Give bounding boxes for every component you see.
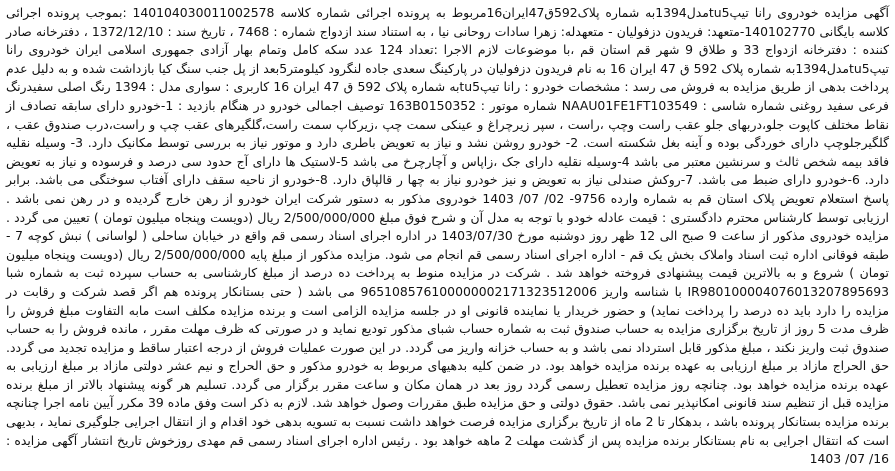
- auction-notice-text: آگهی مزایده خودروی رانا تیپtu5مدل1394به شماره پلاک592ق47ایران16مربوط به پرونده اجرائی شماره کلاسه 140104030011002578 :بموجب پرونده اجرائی کلاسه بایگانی 140102770-متعهد: فریدون دزفولیان - متعهدله: زهرا سادات روحانی نیا ، به استناد سند ازدواج شماره : 7468 ، تاریخ سند : 1372/12/10 ، دفترخانه صادر کننده : دفترخانه ازدواج 33 و طلاق 9 شهر قم استان قم ،با موضوعات لازم الاجرا :تعداد 124 عدد سکه کامل وتمام بهار آزادی جمهوری اسلامی ایران خودروی رانا تیپtu5مدل1394به شماره پلاک 592 ق 47 ایران 16 به نام فریدون دزفولیان در پارکینگ سعدی جاده لنگرود کیلومتر5بعد از پل جنب سنگ کیا بازداشت شده و به دلیل عدم پرداخت بدهی از طریق مزایده به فروش می رسد : مشخصات خودرو : رانا تیپtu5به شماره پلاک 592 ق 47 ایران 16 کاربری : سواری مدل : 1394 رنگ اصلی سفیدرنگ فرعی سفید روغنی شماره شاسی : NAAU01FE1FT103549 شماره موتور : 163B0150352 توصیف اجمالی خودرو در هنگام بازدید : 1-خودرو دارای سابقه تصادف از نقاط مختلف کاپوت جلو،دربهای جلو عقب راست وچپ ،راست ، سپر زیرچراغ و عینکی سمت چپ ،زیرکاپ سمت راست،گلگیرهای عقب چپ و راست،درب صندوق عقب ، گلگیرجلوچپ دارای خوردگی بوده و آینه بغل شکسته است. 2- خودرو روشن نشد و نیاز به تعویض باطری دارد و موتور نیاز به بررسی توسط مکانیک دارد. 3- وسیله نقلیه فاقد بیمه شخص ثالث و سرنشین معتبر می باشد 4-وسیله نقلیه دارای جک ،زاپاس و آچارچرخ می باشد 5-لاستیک ها دارای آج حدود سی درصد و فرسوده و نیاز به تعویض دارد. 6-خودرو دارای ضبط می باشد. 7-روکش صندلی نیاز به تعویض و نیز خودرو نیاز به چها ر قالپاق دارد. 8-خودرو از ناحیه سقف دارای آفتاب سوختگی می باشد. برابر پاسخ استعلام تعویض پلاک استان قم به شماره وارده 9756- 02/ 07/ 1403 خودروی مذکور به دستور شرکت ایران خودرو از رهن خارج گردیده و در رهن نمی باشد . ارزیابی توسط کارشناس محترم دادگستری : قیمت عادله خودو با توجه به مدل آن و شرح فوق مبلغ 2/500/000/000 ریال (دویست وپنجاه میلیون تومان ) تعیین می گردد . مزایده خودروی مذکور از ساعت 9 صبح الی 12 ظهر روز دوشنبه مورخ 1403/07/30 در اداره اجرای اسناد رسمی قم واقع در خیابان ساحلی ( لواسانی ) نبش کوچه 7 - طبقه فوقانی اداره ثبت اسناد واملاک بخش یک قم - اداره اجرای اسناد رسمی قم انجام می شود. مزایده مذکور از مبلغ پایه 2/500/000/000 ریال (دویست وپنجاه میلیون تومان ) شروع و به بالاترین قیمت پیشنهادی فروخته خواهد شد . شرکت در مزایده منوط به پرداخت ده درصد از مبلغ کارشناسی به حساب سپرده ثبت به شماره شبا IR980100004076013207895693 با شناسه واریز 965108576100000002171323512006 می باشد ( حتی بستانکار پرونده هم اگر قصد شرکت و رقابت در مزایده را دارد باید ده درصد را پرداخت نماید) و حضور خریدار یا نماینده قانونی او در جلسه مزایده الزامی است و برنده مزایده مکلف است مابه التفاوت مبلغ فروش را ظرف مدت 5 روز از تاریخ برگزاری مزایده به حساب صندوق ثبت به شماره حساب شبای مذکور تودیع نماید و در صورتی که ظرف مهلت مقرر ، مانده فروش را به حساب صندوق ثبت واریز نکند ، مبلغ مذکور قابل استرداد نمی باشد و به حساب خزانه واریز می گردد. در این صورت عملیات فروش از درجه اعتبار ساقط و مزایده تجدید می گردد. حق الحراج مازاد بر مبلغ ارزیابی به عهده برنده مزایده خواهد بود. در ضمن کلیه بدهیهای مربوط به خودرو مذکور و حق الحراج و نیم عشر دولتی مازاد بر مبلغ ارزیابی به عهده برنده مزایده خواهد بود. چنانچه روز مزایده تعطیل رسمی گردد روز بعد در همان مکان و ساعت مقرر برگزار می گردد. تسلیم هر گونه پیشنهاد بالاتر از مبلغ برنده مزایده قبل از تنظیم سند قانونی امکانپذیر نمی باشد. حقوق دولتی و حق مزایده طبق مقررات وصول خواهد شد. لازم به ذکر است وفق ماده 39 مکرر آیین نامه اجرا چنانچه برنده مزایده بستانکار پرونده باشد ، بدهکار تا 2 ماه از تاریخ برگزاری مزایده فرصت خواهد داشت نسبت به تسویه بدهی خود اقدام و از انتقال اجرایی جلوگیری نماید ، بدیهی است که انتقال اجرایی به نام بستانکار برنده مزایده پس از گذشت مهلت 2 ماهه خواهد بود . رئیس اداره اجرای اسناد رسمی قم مهدی روزخوش تاریخ انتشار آگهی مزایده : 16/ 07/ 1403: [6, 5, 890, 467]
